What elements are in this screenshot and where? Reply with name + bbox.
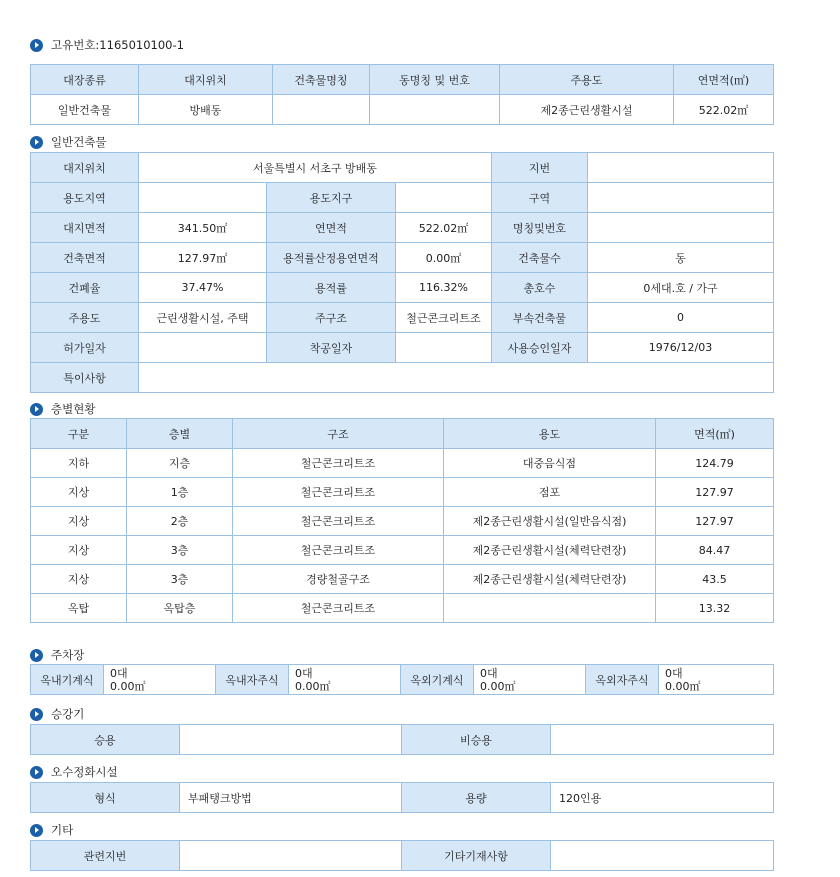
general-row	[31, 243, 774, 273]
label-cell: 대지면적	[31, 213, 139, 243]
label-cell: 건폐율	[31, 273, 139, 303]
elevator-header	[30, 706, 84, 722]
parking-value	[289, 665, 401, 695]
site-location-value: 서울특별시 서초구 방배동	[139, 153, 492, 183]
label-cell: 부속건축물	[492, 303, 588, 333]
bullet-icon	[30, 649, 43, 662]
label-cell: 총호수	[492, 273, 588, 303]
table-row	[31, 449, 774, 478]
elevator-row	[31, 725, 774, 755]
parking-value	[659, 665, 774, 695]
section-title: 주차장	[51, 648, 85, 662]
floor-area: 43.5	[656, 565, 774, 594]
district-value	[396, 183, 492, 213]
site-area-value: 341.50㎡	[139, 213, 267, 243]
header-cell: 층별	[127, 419, 233, 449]
emergency-value	[551, 725, 774, 755]
parking-label: 옥내자주식	[216, 665, 289, 695]
structure-value: 철근콘크리트조	[396, 303, 492, 333]
general-row	[31, 363, 774, 393]
floor-level: 옥탑층	[127, 594, 233, 623]
header-cell: 주용도	[500, 65, 674, 95]
floor-use: 제2종근린생활시설(체력단련장)	[444, 565, 656, 594]
main-use-value: 근린생활시설, 주택	[139, 303, 267, 333]
floor-use: 점포	[444, 478, 656, 507]
general-row	[31, 153, 774, 183]
header-cell: 대지위치	[139, 65, 273, 95]
floor-use: 대중음식점	[444, 449, 656, 478]
notes-value	[139, 363, 774, 393]
general-header	[30, 134, 107, 150]
sewage-table	[30, 782, 774, 813]
floor-type: 지상	[31, 507, 127, 536]
sewage-header	[30, 764, 118, 780]
label-cell: 용량	[402, 783, 551, 813]
label-cell: 허가일자	[31, 333, 139, 363]
parking-area: 0.00㎡	[295, 679, 331, 693]
label-cell: 형식	[31, 783, 180, 813]
parking-count: 0대	[110, 666, 128, 680]
label-cell: 명칭및번호	[492, 213, 588, 243]
floor-use	[444, 594, 656, 623]
parking-count: 0대	[480, 666, 498, 680]
floors-header	[30, 401, 95, 417]
approval-value: 1976/12/03	[588, 333, 774, 363]
label-cell: 기타기재사항	[402, 841, 551, 871]
table-row	[31, 507, 774, 536]
label-cell: 대지위치	[31, 153, 139, 183]
general-table	[30, 152, 774, 393]
parking-table	[30, 664, 774, 695]
label-cell: 지번	[492, 153, 588, 183]
building-name	[273, 95, 370, 125]
etc-row	[31, 841, 774, 871]
label-cell: 승용	[31, 725, 180, 755]
floor-structure: 철근콘크리트조	[233, 594, 444, 623]
parking-area: 0.00㎡	[665, 679, 701, 693]
related-lot-value	[180, 841, 402, 871]
building-area-value: 127.97㎡	[139, 243, 267, 273]
label-cell: 비승용	[402, 725, 551, 755]
total-floor-value: 522.02㎡	[396, 213, 492, 243]
sewage-capacity-value: 120인용	[551, 783, 774, 813]
summary-table	[30, 64, 774, 125]
floor-structure: 철근콘크리트조	[233, 536, 444, 565]
label-cell: 건축면적	[31, 243, 139, 273]
label-cell: 특이사항	[31, 363, 139, 393]
label-cell: 사용승인일자	[492, 333, 588, 363]
floor-type: 지하	[31, 449, 127, 478]
annex-value: 0	[588, 303, 774, 333]
summary-header-row	[31, 65, 774, 95]
general-row	[31, 273, 774, 303]
table-row	[31, 536, 774, 565]
bullet-icon	[30, 403, 43, 416]
section-title: 일반건축물	[51, 135, 107, 149]
ledger-type: 일반건축물	[31, 95, 139, 125]
floor-area: 124.79	[656, 449, 774, 478]
section-title: 오수정화시설	[51, 765, 118, 779]
parking-label: 옥외자주식	[586, 665, 659, 695]
other-notes-value	[551, 841, 774, 871]
header-cell: 용도	[444, 419, 656, 449]
bullet-icon	[30, 39, 43, 52]
header-cell: 연면적(㎡)	[674, 65, 774, 95]
far-value: 116.32%	[396, 273, 492, 303]
main-use: 제2종근린생활시설	[500, 95, 674, 125]
bullet-icon	[30, 766, 43, 779]
far-area-value: 0.00㎡	[396, 243, 492, 273]
floor-use: 제2종근린생활시설(일반음식점)	[444, 507, 656, 536]
table-row	[31, 478, 774, 507]
label-cell: 주구조	[267, 303, 396, 333]
floor-structure: 경량철골구조	[233, 565, 444, 594]
parking-area: 0.00㎡	[110, 679, 146, 693]
floor-type: 지상	[31, 565, 127, 594]
floor-structure: 철근콘크리트조	[233, 449, 444, 478]
header-cell: 건축물명칭	[273, 65, 370, 95]
summary-value-row	[31, 95, 774, 125]
floor-area: 127.97	[656, 507, 774, 536]
label-cell: 주용도	[31, 303, 139, 333]
lot-value	[588, 153, 774, 183]
floor-level: 3층	[127, 536, 233, 565]
label-cell: 연면적	[267, 213, 396, 243]
table-row	[31, 565, 774, 594]
floors-header-row	[31, 419, 774, 449]
sewage-row	[31, 783, 774, 813]
floor-type: 지상	[31, 536, 127, 565]
label-cell: 용적률	[267, 273, 396, 303]
label-cell: 착공일자	[267, 333, 396, 363]
section-title: 층별현황	[51, 402, 96, 416]
floors-table	[30, 418, 774, 623]
floor-structure: 철근콘크리트조	[233, 507, 444, 536]
section-title: 기타	[51, 823, 74, 837]
permit-value	[139, 333, 267, 363]
header-cell: 대장종류	[31, 65, 139, 95]
parking-label: 옥외기계식	[401, 665, 474, 695]
name-value	[588, 213, 774, 243]
header-cell: 동명칭 및 번호	[370, 65, 500, 95]
households-value: 0세대.호 / 가구	[588, 273, 774, 303]
floor-area: 13.32	[656, 594, 774, 623]
general-row	[31, 333, 774, 363]
label-cell: 용도지구	[267, 183, 396, 213]
parking-count: 0대	[295, 666, 313, 680]
site-location: 방배동	[139, 95, 273, 125]
etc-header	[30, 822, 73, 838]
floor-level: 3층	[127, 565, 233, 594]
parking-header	[30, 647, 84, 663]
header-cell: 구조	[233, 419, 444, 449]
label-cell: 관련지번	[31, 841, 180, 871]
sewage-type-value: 부패탱크방법	[180, 783, 402, 813]
section-title: 승강기	[51, 707, 85, 721]
floor-use: 제2종근린생활시설(체력단련장)	[444, 536, 656, 565]
floor-level: 지층	[127, 449, 233, 478]
floor-structure: 철근콘크리트조	[233, 478, 444, 507]
dong-name	[370, 95, 500, 125]
bullet-icon	[30, 136, 43, 149]
floor-area: 127.97	[656, 478, 774, 507]
general-row	[31, 183, 774, 213]
id-header	[30, 37, 184, 53]
building-count-value: 동	[588, 243, 774, 273]
floor-level: 1층	[127, 478, 233, 507]
zone-value	[139, 183, 267, 213]
parking-value	[104, 665, 216, 695]
floor-area: 84.47	[656, 536, 774, 565]
table-row	[31, 594, 774, 623]
passenger-value	[180, 725, 402, 755]
header-cell: 면적(㎡)	[656, 419, 774, 449]
general-row	[31, 303, 774, 333]
start-value	[396, 333, 492, 363]
bcr-value: 37.47%	[139, 273, 267, 303]
area-value	[588, 183, 774, 213]
elevator-table	[30, 724, 774, 755]
parking-value	[474, 665, 586, 695]
total-floor-area: 522.02㎡	[674, 95, 774, 125]
unique-id-label: 고유번호:1165010100-1	[51, 38, 184, 52]
label-cell: 용도지역	[31, 183, 139, 213]
parking-row	[31, 665, 774, 695]
floor-type: 지상	[31, 478, 127, 507]
general-row	[31, 213, 774, 243]
parking-label: 옥내기계식	[31, 665, 104, 695]
label-cell: 용적률산정용연면적	[267, 243, 396, 273]
label-cell: 구역	[492, 183, 588, 213]
bullet-icon	[30, 824, 43, 837]
label-cell: 건축물수	[492, 243, 588, 273]
etc-table	[30, 840, 774, 871]
floor-type: 옥탑	[31, 594, 127, 623]
parking-area: 0.00㎡	[480, 679, 516, 693]
bullet-icon	[30, 708, 43, 721]
parking-count: 0대	[665, 666, 683, 680]
header-cell: 구분	[31, 419, 127, 449]
floor-level: 2층	[127, 507, 233, 536]
